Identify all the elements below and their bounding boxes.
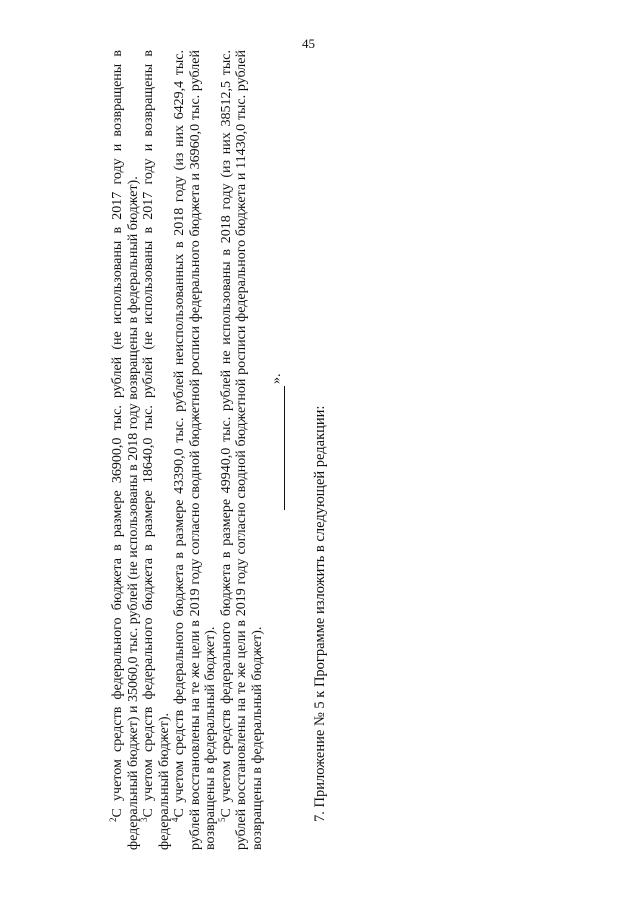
- footnote-4: [172, 50, 219, 850]
- footnote-5: [216, 50, 266, 850]
- amendment-paragraph: 7. Приложение № 5 к Программе изложить в следующей редакции:: [311, 405, 328, 822]
- page-number: 45: [302, 36, 315, 51]
- footnote-text: С учетом средств федерального бюджета в размере 18640,0 тыс. рублей (не использованы в 2017 году и возвращены в федеральный бюджет).: [141, 50, 172, 850]
- footnote-2: [110, 50, 141, 850]
- footnote-marker: 2: [108, 817, 118, 822]
- footnote-marker: 4: [170, 817, 180, 822]
- footnote-marker: 3: [139, 817, 149, 822]
- footnotes-block: [110, 50, 265, 850]
- footnote-text: С учетом средств федерального бюджета в размере 36900,0 тыс. рублей (не использованы в 2017 году и возвращены в федеральный бюджет) и 35060,0 тыс. рублей (не использованы в 2018 году возвращены в федеральный бюджет).: [110, 50, 141, 850]
- rotated-content: [110, 50, 343, 850]
- footnote-text: С учетом средств федерального бюджета в размере 49940,0 тыс. рублей не использованы в 2018 году (из них 38512,5 тыс. рублей восстановлены на те же цели в 2019 году согласно сводной бюджетной росписи федерального бюджета и 11430,0 тыс. рублей возвращены в федеральный бюджет).: [218, 50, 265, 850]
- separator-line: [270, 386, 285, 510]
- closing-quote: ».: [269, 373, 284, 384]
- footnote-3: [141, 50, 172, 850]
- footnote-text: С учетом средств федерального бюджета в размере 43390,0 тыс. рублей неиспользованных в 2018 году (из них 6429,4 тыс. рублей восстановлены на те же цели в 2019 году согласно сводной бюджетной росписи федерального бюджета и 36960,0 тыс. рублей возвращены в федеральный бюджет).: [172, 50, 218, 850]
- closing-line: [269, 50, 285, 850]
- footnote-marker: 5: [216, 817, 227, 822]
